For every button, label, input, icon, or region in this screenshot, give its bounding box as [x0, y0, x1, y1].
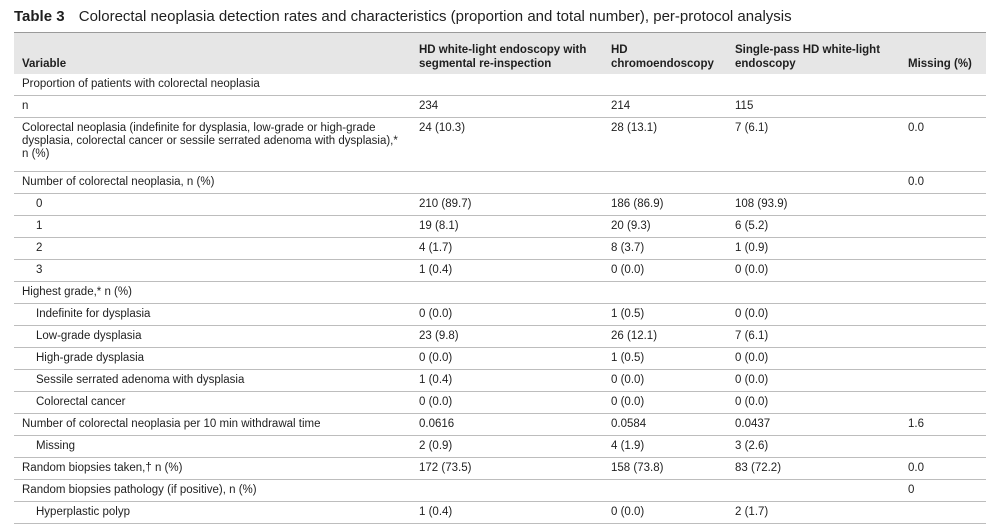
cell-missing: 0.0	[908, 122, 924, 134]
cell-variable: Hyperplastic polyp	[36, 506, 130, 518]
cell-single-pass: 2 (1.7)	[735, 506, 769, 518]
cell-hd-chromo	[603, 172, 727, 193]
cell-hd-wle-reinspection	[411, 74, 603, 95]
table-row	[14, 260, 986, 282]
cell-single-pass: 108 (93.9)	[735, 198, 788, 210]
cell-hd-wle-reinspection: 172 (73.5)	[419, 462, 472, 474]
cell-hd-chromo: 4 (1.9)	[611, 440, 645, 452]
cell-single-pass: 0 (0.0)	[735, 308, 769, 320]
table-body	[14, 74, 986, 524]
cell-hd-chromo: 0 (0.0)	[611, 264, 645, 276]
cell-single-pass: 7 (6.1)	[735, 330, 769, 342]
cell-missing	[900, 238, 986, 259]
table-row	[14, 436, 986, 458]
table-row	[14, 282, 986, 304]
table-row	[14, 118, 986, 172]
table-label: Table 3	[14, 8, 65, 25]
cell-variable: 2	[36, 242, 43, 254]
cell-hd-chromo: 0.0584	[611, 418, 647, 430]
cell-missing	[900, 392, 986, 413]
cell-variable: Low-grade dysplasia	[36, 330, 142, 342]
cell-single-pass: 1 (0.9)	[735, 242, 769, 254]
cell-hd-wle-reinspection: 4 (1.7)	[419, 242, 453, 254]
cell-variable: Colorectal cancer	[36, 396, 126, 408]
cell-hd-chromo: 20 (9.3)	[611, 220, 651, 232]
cell-variable: Highest grade,* n (%)	[22, 286, 132, 298]
cell-single-pass: 115	[735, 100, 754, 112]
cell-hd-chromo: 0 (0.0)	[611, 506, 645, 518]
cell-missing	[900, 282, 986, 303]
cell-hd-wle-reinspection	[411, 172, 603, 193]
cell-hd-chromo: 186 (86.9)	[611, 198, 664, 210]
cell-variable: Missing	[36, 440, 75, 452]
cell-missing	[900, 194, 986, 215]
cell-hd-chromo	[603, 480, 727, 501]
cell-missing	[900, 326, 986, 347]
table-row	[14, 74, 986, 96]
cell-single-pass: 0 (0.0)	[735, 264, 769, 276]
cell-single-pass: 0 (0.0)	[735, 396, 769, 408]
cell-single-pass: 0 (0.0)	[735, 352, 769, 364]
cell-variable: Proportion of patients with colorectal neoplasia	[22, 78, 260, 90]
cell-hd-chromo	[603, 74, 727, 95]
cell-hd-chromo: 0 (0.0)	[611, 374, 645, 386]
cell-hd-wle-reinspection: 1 (0.4)	[419, 506, 453, 518]
cell-variable: Number of colorectal neoplasia per 10 min withdrawal time	[22, 418, 321, 430]
column-header-single-pass: Single-pass HD white-light endoscopy	[735, 44, 881, 70]
table-row	[14, 480, 986, 502]
table-row	[14, 238, 986, 260]
cell-hd-wle-reinspection	[411, 480, 603, 501]
column-header-hd-wle-reinspection: HD white-light endoscopy with segmental re-inspection	[419, 44, 587, 70]
cell-variable: Random biopsies taken,† n (%)	[22, 462, 183, 474]
table-row	[14, 458, 986, 480]
cell-missing: 0.0	[908, 176, 924, 188]
cell-hd-chromo: 1 (0.5)	[611, 352, 645, 364]
cell-hd-chromo: 28 (13.1)	[611, 122, 658, 134]
cell-single-pass	[727, 172, 900, 193]
cell-hd-wle-reinspection: 1 (0.4)	[419, 374, 453, 386]
table-row	[14, 216, 986, 238]
table-row	[14, 414, 986, 436]
cell-single-pass: 6 (5.2)	[735, 220, 769, 232]
cell-single-pass	[727, 480, 900, 501]
table-header-row	[14, 33, 986, 74]
cell-hd-wle-reinspection: 0.0616	[419, 418, 455, 430]
table-row	[14, 96, 986, 118]
cell-hd-wle-reinspection: 0 (0.0)	[419, 396, 453, 408]
table-container	[14, 6, 986, 524]
table-row	[14, 348, 986, 370]
column-header-variable: Variable	[22, 58, 67, 70]
cell-variable: 1	[36, 220, 43, 232]
cell-hd-chromo: 214	[611, 100, 631, 112]
cell-single-pass: 0 (0.0)	[735, 374, 769, 386]
cell-variable: Random biopsies pathology (if positive), n (%)	[22, 484, 257, 496]
cell-variable: 3	[36, 264, 43, 276]
column-header-hd-chromoendoscopy: HD chromoendoscopy	[611, 44, 714, 70]
cell-variable: Number of colorectal neoplasia, n (%)	[22, 176, 215, 188]
cell-missing: 0	[908, 484, 915, 496]
cell-variable: Sessile serrated adenoma with dysplasia	[36, 374, 245, 386]
cell-variable: Colorectal neoplasia (indefinite for dysplasia, low-grade or high-grade dysplasia, colorectal cancer or sessile serrated adenoma with dysplasia),* n (%)	[22, 122, 398, 160]
cell-hd-wle-reinspection: 2 (0.9)	[419, 440, 453, 452]
cell-single-pass: 0.0437	[735, 418, 771, 430]
cell-variable: Indefinite for dysplasia	[36, 308, 151, 320]
cell-hd-wle-reinspection	[411, 282, 603, 303]
cell-single-pass: 7 (6.1)	[735, 122, 769, 134]
cell-single-pass: 83 (72.2)	[735, 462, 782, 474]
cell-hd-wle-reinspection: 1 (0.4)	[419, 264, 453, 276]
cell-single-pass	[727, 74, 900, 95]
cell-hd-chromo: 1 (0.5)	[611, 308, 645, 320]
table-title	[14, 6, 986, 33]
cell-hd-wle-reinspection: 0 (0.0)	[419, 352, 453, 364]
cell-hd-chromo: 26 (12.1)	[611, 330, 658, 342]
cell-missing: 1.6	[908, 418, 924, 430]
cell-missing	[900, 348, 986, 369]
cell-hd-chromo: 0 (0.0)	[611, 396, 645, 408]
cell-single-pass: 3 (2.6)	[735, 440, 769, 452]
table-row	[14, 370, 986, 392]
cell-missing	[900, 304, 986, 325]
table-row	[14, 326, 986, 348]
cell-variable: High-grade dysplasia	[36, 352, 145, 364]
table-row	[14, 194, 986, 216]
cell-missing	[900, 370, 986, 391]
cell-hd-wle-reinspection: 210 (89.7)	[419, 198, 472, 210]
cell-hd-chromo	[603, 282, 727, 303]
cell-missing	[900, 502, 986, 523]
column-header-missing: Missing (%)	[908, 58, 972, 70]
table-row	[14, 392, 986, 414]
table-row	[14, 172, 986, 194]
cell-hd-chromo: 158 (73.8)	[611, 462, 664, 474]
cell-missing	[900, 96, 986, 117]
cell-variable: n	[22, 100, 29, 112]
cell-hd-wle-reinspection: 0 (0.0)	[419, 308, 453, 320]
cell-hd-wle-reinspection: 234	[419, 100, 439, 112]
cell-hd-wle-reinspection: 19 (8.1)	[419, 220, 459, 232]
cell-missing: 0.0	[908, 462, 924, 474]
cell-missing	[900, 260, 986, 281]
table-caption: Colorectal neoplasia detection rates and characteristics (proportion and total number), per-protocol analysis	[78, 8, 792, 25]
cell-missing	[900, 216, 986, 237]
cell-missing	[900, 436, 986, 457]
table-row	[14, 502, 986, 524]
cell-missing	[900, 74, 986, 95]
cell-single-pass	[727, 282, 900, 303]
cell-hd-wle-reinspection: 24 (10.3)	[419, 122, 466, 134]
cell-hd-wle-reinspection: 23 (9.8)	[419, 330, 459, 342]
cell-variable: 0	[36, 198, 43, 210]
cell-hd-chromo: 8 (3.7)	[611, 242, 645, 254]
table-row	[14, 304, 986, 326]
